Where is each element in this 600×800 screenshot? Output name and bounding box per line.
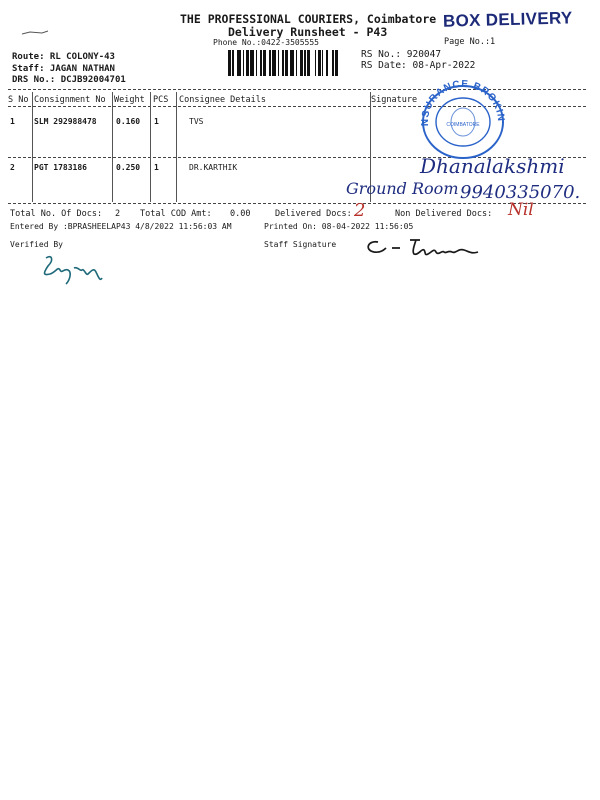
box-delivery-stamp: BOX DELIVERY [442, 8, 573, 31]
col-header-pcs: PCS [153, 95, 169, 105]
non-delivered-handwritten: Nil [508, 200, 534, 220]
svg-text:Ground Room: Ground Room [346, 179, 459, 198]
receiver-handwriting [340, 150, 590, 210]
page-number: Page No.:1 [444, 37, 496, 47]
company-seal [413, 72, 508, 160]
non-delivered-label: Non Delivered Docs: [395, 209, 493, 219]
phone-number: Phone No.:0422-3505555 [213, 38, 319, 47]
col-header-consignee: Consignee Details [179, 95, 266, 105]
row1-consignee: TVS [189, 117, 204, 126]
row2-consignee: DR.KARTHIK [189, 163, 238, 172]
verifier-signature [38, 250, 118, 290]
col-header-sno: S No [8, 95, 29, 105]
runsheet-title: Delivery Runsheet - P43 [228, 25, 388, 39]
entered-by: Entered By :BPRASHEELAP43 4/8/2022 11:56:03 AM [10, 222, 232, 231]
col-header-weight: Weight [114, 95, 145, 105]
svg-text:COIMBATORE: COIMBATORE [446, 122, 480, 128]
column-line [112, 92, 113, 202]
staff: Staff: JAGAN NATHAN [12, 64, 115, 74]
printed-on: Printed On: 08-04-2022 11:56:05 [264, 222, 414, 231]
route: Route: RL COLONY-43 [12, 52, 115, 62]
barcode-bar [338, 50, 339, 76]
svg-text:9940335070.: 9940335070. [460, 182, 581, 203]
svg-text:Dhanalakshmi: Dhanalakshmi [420, 154, 565, 178]
staff-signature-label: Staff Signature [264, 240, 337, 249]
total-docs-value: 2 [115, 209, 121, 219]
delivered-docs-label: Delivered Docs: [275, 209, 352, 219]
verified-by-label: Verified By [10, 240, 63, 249]
scribble-mark [20, 28, 40, 34]
row1-consignment: SLM 292988478 [34, 117, 97, 126]
company-name: THE PROFESSIONAL COURIERS, Coimbatore [180, 12, 437, 26]
cod-amount: 0.00 [230, 209, 251, 219]
col-header-signature: Signature [371, 95, 418, 105]
drs-number: DRS No.: DCJB92004701 [12, 75, 126, 85]
column-line [150, 92, 151, 202]
svg-text:AVS INSURANCE BROKING LTD: AVS INSURANCE BROKING LTD [413, 72, 507, 127]
row2-consignment: PGT 1783186 [34, 163, 87, 172]
row1-sno: 1 [10, 117, 15, 126]
row1-weight: 0.160 [116, 117, 141, 126]
delivered-docs-handwritten: 2 [354, 200, 366, 221]
row1-pcs: 1 [154, 117, 159, 126]
column-line [176, 92, 177, 202]
rs-date: RS Date: 08-Apr-2022 [361, 60, 476, 71]
row2-weight: 0.250 [116, 163, 141, 172]
staff-signature [360, 232, 530, 262]
column-line [32, 92, 33, 202]
row2-pcs: 1 [154, 163, 159, 172]
total-docs-label: Total No. Of Docs: [10, 209, 103, 219]
rs-number: RS No.: 920047 [361, 49, 442, 60]
row2-sno: 2 [10, 163, 15, 172]
cod-label: Total COD Amt: [140, 209, 212, 219]
col-header-consignment: Consignment No [34, 95, 106, 105]
barcode [228, 50, 340, 76]
